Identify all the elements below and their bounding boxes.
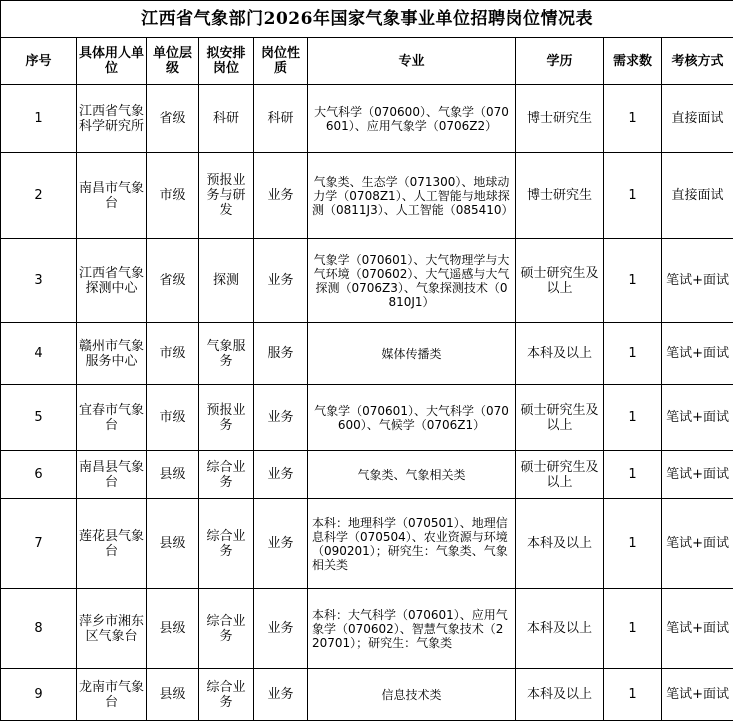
cell-major: 大气科学（070600）、气象学（070601）、应用气象学（0706Z2） bbox=[308, 85, 516, 153]
cell-major: 气象类、生态学（071300）、地球动力学（0708Z1）、人工智能与地球探测（0811J3）、人工智能（085410） bbox=[308, 153, 516, 239]
cell-count: 1 bbox=[604, 589, 662, 669]
cell-major: 本科：大气科学（070601）、应用气象学（070602）、智慧气象技术（220701）；研究生：气象类 bbox=[308, 589, 516, 669]
cell-major: 本科：地理科学（070501）、地理信息科学（070504）、农业资源与环境（090201）；研究生：气象类、气象相关类 bbox=[308, 499, 516, 589]
cell-level: 县级 bbox=[147, 451, 199, 499]
cell-nature: 业务 bbox=[254, 589, 308, 669]
header-cell-edu: 学历 bbox=[516, 38, 604, 85]
table-row bbox=[1, 385, 733, 451]
cell-count: 1 bbox=[604, 323, 662, 385]
cell-no: 8 bbox=[1, 589, 77, 669]
table-title: 江西省气象部门2026年国家气象事业单位招聘岗位情况表 bbox=[1, 1, 733, 38]
cell-unit: 莲花县气象台 bbox=[77, 499, 147, 589]
cell-nature: 业务 bbox=[254, 669, 308, 721]
cell-major: 气象学（070601）、大气科学（070600）、气候学（0706Z1） bbox=[308, 385, 516, 451]
cell-level: 市级 bbox=[147, 323, 199, 385]
cell-nature: 服务 bbox=[254, 323, 308, 385]
cell-edu: 硕士研究生及以上 bbox=[516, 239, 604, 323]
table-body bbox=[1, 85, 733, 721]
header-cell-major: 专业 bbox=[308, 38, 516, 85]
cell-edu: 博士研究生 bbox=[516, 85, 604, 153]
cell-level: 县级 bbox=[147, 499, 199, 589]
cell-post: 综合业务 bbox=[199, 451, 254, 499]
cell-post: 综合业务 bbox=[199, 499, 254, 589]
cell-post: 综合业务 bbox=[199, 669, 254, 721]
cell-count: 1 bbox=[604, 239, 662, 323]
cell-unit: 江西省气象科学研究所 bbox=[77, 85, 147, 153]
cell-edu: 硕士研究生及以上 bbox=[516, 385, 604, 451]
cell-exam: 笔试+面试 bbox=[662, 451, 733, 499]
cell-no: 4 bbox=[1, 323, 77, 385]
cell-edu: 本科及以上 bbox=[516, 589, 604, 669]
cell-unit: 龙南市气象台 bbox=[77, 669, 147, 721]
header-cell-post: 拟安排岗位 bbox=[199, 38, 254, 85]
cell-major: 信息技术类 bbox=[308, 669, 516, 721]
cell-no: 5 bbox=[1, 385, 77, 451]
cell-level: 省级 bbox=[147, 239, 199, 323]
cell-count: 1 bbox=[604, 385, 662, 451]
header-cell-exam: 考核方式 bbox=[662, 38, 733, 85]
cell-unit: 江西省气象探测中心 bbox=[77, 239, 147, 323]
table-row bbox=[1, 499, 733, 589]
cell-level: 省级 bbox=[147, 85, 199, 153]
header-cell-nature: 岗位性质 bbox=[254, 38, 308, 85]
cell-major: 气象类、气象相关类 bbox=[308, 451, 516, 499]
cell-major: 媒体传播类 bbox=[308, 323, 516, 385]
table-row bbox=[1, 589, 733, 669]
cell-edu: 博士研究生 bbox=[516, 153, 604, 239]
cell-edu: 硕士研究生及以上 bbox=[516, 451, 604, 499]
header-cell-level: 单位层级 bbox=[147, 38, 199, 85]
cell-post: 综合业务 bbox=[199, 589, 254, 669]
cell-unit: 南昌市气象台 bbox=[77, 153, 147, 239]
cell-exam: 笔试+面试 bbox=[662, 499, 733, 589]
cell-no: 9 bbox=[1, 669, 77, 721]
cell-exam: 笔试+面试 bbox=[662, 239, 733, 323]
table-row bbox=[1, 153, 733, 239]
cell-nature: 业务 bbox=[254, 239, 308, 323]
cell-nature: 业务 bbox=[254, 499, 308, 589]
cell-no: 2 bbox=[1, 153, 77, 239]
cell-edu: 本科及以上 bbox=[516, 669, 604, 721]
cell-nature: 业务 bbox=[254, 385, 308, 451]
cell-unit: 宜春市气象台 bbox=[77, 385, 147, 451]
cell-count: 1 bbox=[604, 451, 662, 499]
cell-unit: 赣州市气象服务中心 bbox=[77, 323, 147, 385]
cell-post: 气象服务 bbox=[199, 323, 254, 385]
cell-level: 县级 bbox=[147, 669, 199, 721]
cell-exam: 笔试+面试 bbox=[662, 589, 733, 669]
cell-exam: 笔试+面试 bbox=[662, 669, 733, 721]
cell-level: 县级 bbox=[147, 589, 199, 669]
table-row bbox=[1, 323, 733, 385]
cell-post: 预报业务与研发 bbox=[199, 153, 254, 239]
cell-no: 6 bbox=[1, 451, 77, 499]
cell-major: 气象学（070601）、大气物理学与大气环境（070602）、大气遥感与大气探测（0706Z3）、气象探测技术（0810J1） bbox=[308, 239, 516, 323]
cell-exam: 笔试+面试 bbox=[662, 385, 733, 451]
cell-count: 1 bbox=[604, 499, 662, 589]
cell-count: 1 bbox=[604, 669, 662, 721]
cell-nature: 业务 bbox=[254, 451, 308, 499]
cell-exam: 直接面试 bbox=[662, 153, 733, 239]
cell-exam: 直接面试 bbox=[662, 85, 733, 153]
table-row bbox=[1, 85, 733, 153]
cell-unit: 南昌县气象台 bbox=[77, 451, 147, 499]
cell-exam: 笔试+面试 bbox=[662, 323, 733, 385]
cell-no: 3 bbox=[1, 239, 77, 323]
cell-level: 市级 bbox=[147, 153, 199, 239]
cell-nature: 科研 bbox=[254, 85, 308, 153]
cell-post: 探测 bbox=[199, 239, 254, 323]
header-cell-count: 需求数 bbox=[604, 38, 662, 85]
cell-count: 1 bbox=[604, 85, 662, 153]
table-row bbox=[1, 669, 733, 721]
cell-count: 1 bbox=[604, 153, 662, 239]
header-cell-unit: 具体用人单位 bbox=[77, 38, 147, 85]
cell-post: 预报业务 bbox=[199, 385, 254, 451]
table-row bbox=[1, 239, 733, 323]
header-cell-no: 序号 bbox=[1, 38, 77, 85]
cell-no: 7 bbox=[1, 499, 77, 589]
cell-edu: 本科及以上 bbox=[516, 323, 604, 385]
cell-level: 市级 bbox=[147, 385, 199, 451]
cell-unit: 萍乡市湘东区气象台 bbox=[77, 589, 147, 669]
header-row bbox=[1, 38, 733, 85]
cell-nature: 业务 bbox=[254, 153, 308, 239]
cell-edu: 本科及以上 bbox=[516, 499, 604, 589]
cell-no: 1 bbox=[1, 85, 77, 153]
title-row bbox=[1, 1, 733, 38]
table-row bbox=[1, 451, 733, 499]
cell-post: 科研 bbox=[199, 85, 254, 153]
